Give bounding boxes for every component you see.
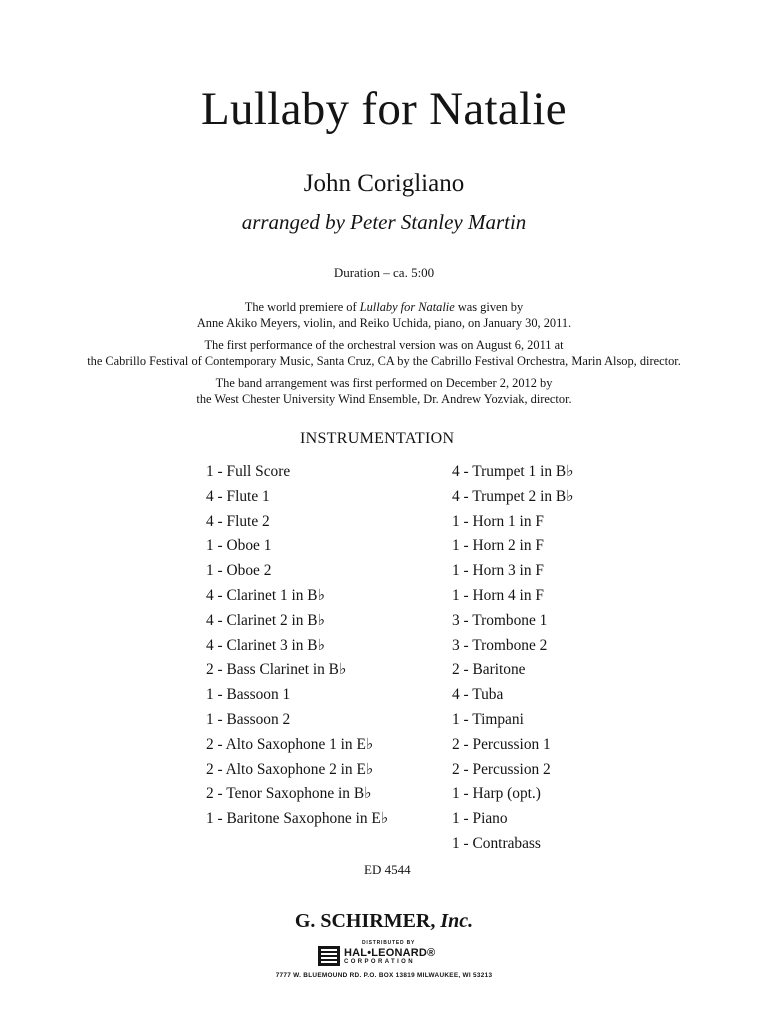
orchestral-note	[0, 338, 768, 369]
publisher-name-text: G. SCHIRMER,	[294, 910, 436, 932]
instrument-part: 4 - Clarinet 1 in B♭	[206, 586, 325, 604]
instrument-part: 4 - Clarinet 3 in B♭	[206, 636, 325, 654]
instrument-part: 1 - Contrabass	[452, 834, 541, 852]
instrument-part: 4 - Trumpet 2 in B♭	[452, 487, 574, 505]
instrument-part: 2 - Percussion 1	[452, 735, 551, 753]
instrument-part: 4 - Flute 2	[206, 512, 270, 530]
arranger-credit: arranged by Peter Stanley Martin	[241, 210, 527, 234]
instrument-part: 2 - Tenor Saxophone in B♭	[206, 785, 372, 803]
instrument-part: 3 - Trombone 1	[452, 611, 548, 629]
instrument-part: 2 - Percussion 2	[452, 760, 551, 778]
band-line-2: the West Chester University Wind Ensemble, Dr. Andrew Yozviak, director.	[196, 391, 572, 406]
instrument-part: 4 - Clarinet 2 in B♭	[206, 611, 325, 629]
instrument-part: 1 - Oboe 2	[206, 562, 272, 580]
instrument-part: 1 - Bassoon 2	[206, 710, 291, 728]
instrument-part: 1 - Harp (opt.)	[452, 785, 541, 803]
duration: Duration – ca. 5:00	[333, 265, 435, 280]
distributor-name: HAL•LEONARD®	[344, 947, 436, 959]
catalog-number: ED 4544	[364, 862, 411, 877]
instrument-part: 3 - Trombone 2	[452, 636, 548, 654]
publisher-address: 7777 W. BLUEMOUND RD. P.O. BOX 13819 MILWAUKEE, WI 53213	[275, 972, 493, 979]
instrument-part: 2 - Alto Saxophone 2 in E♭	[206, 760, 374, 778]
instrument-part: 1 - Horn 3 in F	[452, 562, 544, 580]
instrument-part: 1 - Full Score	[206, 463, 291, 480]
score-title: Lullaby for Natalie	[201, 83, 567, 135]
instrument-part: 4 - Flute 1	[206, 487, 270, 505]
instrument-part: 1 - Horn 2 in F	[452, 537, 544, 555]
instrument-part: 4 - Trumpet 1 in B♭	[452, 463, 574, 480]
instrument-part: 2 - Baritone	[452, 661, 526, 679]
instrument-part: 1 - Horn 4 in F	[452, 586, 544, 604]
band-note	[0, 376, 768, 407]
instrument-part: 1 - Timpani	[452, 710, 524, 728]
instrument-part: 1 - Oboe 1	[206, 537, 272, 555]
performance-notes	[0, 300, 768, 414]
distributor-corporation: CORPORATION	[344, 959, 415, 965]
instrument-part: 1 - Baritone Saxophone in E♭	[206, 810, 389, 828]
distributor-block	[318, 940, 450, 968]
instrumentation-right-column	[452, 460, 573, 857]
publisher-name	[0, 910, 768, 933]
orchestral-line-1: The first performance of the orchestral version was on August 6, 2011 at	[204, 338, 564, 352]
band-line-1: The band arrangement was first performed on December 2, 2012 by	[215, 376, 553, 390]
instrumentation-left-column	[206, 460, 388, 832]
publisher-suffix: Inc.	[435, 910, 474, 932]
instrument-part: 2 - Alto Saxophone 1 in E♭	[206, 735, 374, 753]
instrument-part: 1 - Horn 1 in F	[452, 512, 544, 530]
orchestral-line-2: the Cabrillo Festival of Contemporary Music, Santa Cruz, CA by the Cabrillo Festival Orchestra, Marin Alsop, director.	[87, 353, 681, 368]
premiere-suffix: was given by	[454, 300, 524, 314]
instrumentation-heading: INSTRUMENTATION	[300, 430, 455, 447]
composer-name: John Corigliano	[303, 170, 465, 197]
hal-leonard-logo-icon	[318, 946, 340, 966]
premiere-note	[0, 300, 768, 331]
instrument-part: 1 - Bassoon 1	[206, 686, 291, 704]
distributed-by-label: DISTRIBUTED BY	[362, 940, 416, 946]
premiere-work-title: Lullaby for Natalie	[359, 300, 455, 314]
premiere-prefix: The world premiere of	[244, 300, 360, 314]
instrument-part: 2 - Bass Clarinet in B♭	[206, 661, 347, 679]
instrument-part: 1 - Piano	[452, 810, 508, 828]
instrument-part: 4 - Tuba	[452, 686, 504, 704]
premiere-performers: Anne Akiko Meyers, violin, and Reiko Uchida, piano, on January 30, 2011.	[196, 315, 572, 330]
